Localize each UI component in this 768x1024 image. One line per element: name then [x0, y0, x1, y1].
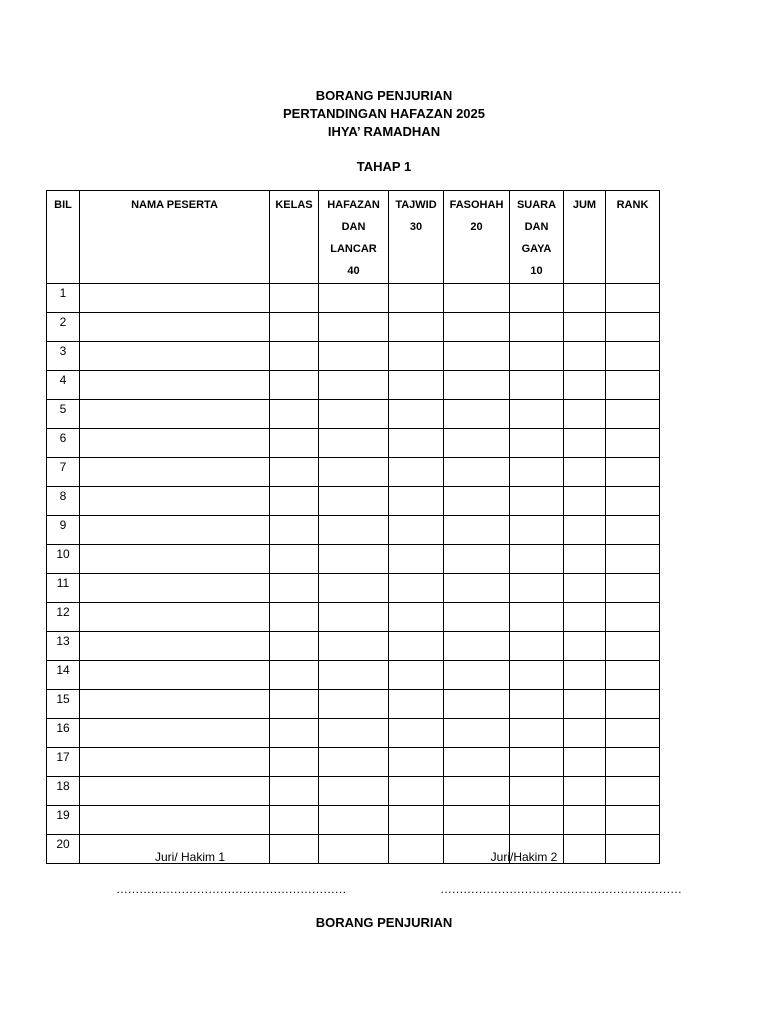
- score-cell[interactable]: [80, 690, 270, 719]
- score-cell[interactable]: [564, 719, 606, 748]
- score-cell[interactable]: [564, 400, 606, 429]
- score-cell[interactable]: [606, 632, 660, 661]
- score-cell[interactable]: [510, 371, 564, 400]
- score-cell[interactable]: [606, 545, 660, 574]
- score-cell[interactable]: [564, 313, 606, 342]
- column-header-line: DAN: [341, 221, 366, 233]
- score-cell[interactable]: [80, 632, 270, 661]
- score-cell[interactable]: [606, 458, 660, 487]
- score-cell[interactable]: [444, 632, 510, 661]
- score-cell[interactable]: [80, 777, 270, 806]
- score-cell[interactable]: [80, 574, 270, 603]
- column-header-line: HAFAZAN: [327, 199, 380, 211]
- column-header-line: BIL: [54, 199, 72, 211]
- score-cell[interactable]: [80, 516, 270, 545]
- stage-title: TAHAP 1: [356, 159, 412, 174]
- score-cell[interactable]: [564, 574, 606, 603]
- form-title: BORANG PENJURIAN: [315, 88, 453, 103]
- score-cell[interactable]: [319, 690, 389, 719]
- judge-2-signature-line: ………………………………………………………: [440, 882, 682, 896]
- row-number: 9: [47, 516, 80, 545]
- score-cell[interactable]: [389, 545, 444, 574]
- column-header-line: 10: [530, 265, 543, 277]
- column-header: [80, 191, 270, 284]
- score-cell[interactable]: [319, 777, 389, 806]
- column-header-line: TAJWID: [395, 199, 437, 211]
- column-header: [444, 191, 510, 284]
- score-cell[interactable]: [510, 400, 564, 429]
- score-cell[interactable]: [270, 806, 319, 835]
- score-cell[interactable]: [389, 371, 444, 400]
- row-number: 14: [47, 661, 80, 690]
- score-cell[interactable]: [270, 545, 319, 574]
- score-cell[interactable]: [606, 400, 660, 429]
- row-number: 20: [47, 835, 80, 864]
- score-cell[interactable]: [270, 400, 319, 429]
- score-cell[interactable]: [319, 632, 389, 661]
- score-cell[interactable]: [444, 719, 510, 748]
- scoring-table: [46, 190, 660, 864]
- score-cell[interactable]: [319, 313, 389, 342]
- score-cell[interactable]: [444, 313, 510, 342]
- score-cell[interactable]: [270, 516, 319, 545]
- table-row: [47, 661, 660, 690]
- score-cell[interactable]: [389, 400, 444, 429]
- score-cell[interactable]: [80, 719, 270, 748]
- score-cell[interactable]: [510, 632, 564, 661]
- score-cell[interactable]: [510, 342, 564, 371]
- table-row: [47, 690, 660, 719]
- score-cell[interactable]: [389, 719, 444, 748]
- score-cell[interactable]: [606, 313, 660, 342]
- score-cell[interactable]: [510, 313, 564, 342]
- table-row: [47, 516, 660, 545]
- table-row: [47, 371, 660, 400]
- table-row: [47, 487, 660, 516]
- row-number: 18: [47, 777, 80, 806]
- column-header-line: 40: [347, 265, 360, 277]
- score-cell[interactable]: [80, 806, 270, 835]
- score-cell[interactable]: [444, 429, 510, 458]
- row-number: 4: [47, 371, 80, 400]
- event-title: IHYA’ RAMADHAN: [327, 124, 441, 139]
- footer-title: BORANG PENJURIAN: [315, 915, 453, 930]
- score-cell[interactable]: [564, 603, 606, 632]
- table-row: [47, 632, 660, 661]
- score-cell[interactable]: [444, 661, 510, 690]
- column-header: [389, 191, 444, 284]
- judge-2-label: Juri/Hakim 2: [490, 850, 558, 864]
- score-cell[interactable]: [510, 777, 564, 806]
- row-number: 5: [47, 400, 80, 429]
- score-cell[interactable]: [444, 748, 510, 777]
- score-cell[interactable]: [606, 574, 660, 603]
- score-cell[interactable]: [270, 429, 319, 458]
- column-header: [510, 191, 564, 284]
- score-cell[interactable]: [389, 458, 444, 487]
- score-cell[interactable]: [606, 806, 660, 835]
- score-cell[interactable]: [270, 603, 319, 632]
- score-cell[interactable]: [319, 835, 389, 864]
- score-cell[interactable]: [606, 371, 660, 400]
- score-cell[interactable]: [444, 777, 510, 806]
- score-cell[interactable]: [606, 516, 660, 545]
- row-number: 2: [47, 313, 80, 342]
- competition-title: PERTANDINGAN HAFAZAN 2025: [282, 106, 485, 121]
- score-cell[interactable]: [80, 371, 270, 400]
- score-cell[interactable]: [564, 632, 606, 661]
- score-cell[interactable]: [510, 748, 564, 777]
- column-header-line: SUARA: [516, 199, 557, 211]
- score-cell[interactable]: [270, 284, 319, 313]
- score-cell[interactable]: [444, 284, 510, 313]
- row-number: 10: [47, 545, 80, 574]
- score-cell[interactable]: [444, 371, 510, 400]
- score-cell[interactable]: [389, 487, 444, 516]
- score-cell[interactable]: [510, 806, 564, 835]
- row-number: 12: [47, 603, 80, 632]
- table-row: [47, 284, 660, 313]
- column-header-line: NAMA PESERTA: [131, 199, 218, 211]
- column-header: [47, 191, 80, 284]
- table-row: [47, 574, 660, 603]
- score-cell[interactable]: [564, 690, 606, 719]
- column-header-line: RANK: [616, 199, 649, 211]
- score-cell[interactable]: [270, 487, 319, 516]
- score-cell[interactable]: [319, 545, 389, 574]
- score-cell[interactable]: [319, 516, 389, 545]
- score-cell[interactable]: [564, 284, 606, 313]
- score-cell[interactable]: [319, 342, 389, 371]
- score-cell[interactable]: [80, 429, 270, 458]
- score-cell[interactable]: [510, 284, 564, 313]
- score-cell[interactable]: [270, 748, 319, 777]
- score-cell[interactable]: [80, 458, 270, 487]
- score-cell[interactable]: [510, 487, 564, 516]
- score-cell[interactable]: [444, 806, 510, 835]
- row-number: 11: [47, 574, 80, 603]
- score-cell[interactable]: [564, 371, 606, 400]
- score-cell[interactable]: [564, 342, 606, 371]
- score-cell[interactable]: [606, 487, 660, 516]
- score-cell[interactable]: [319, 371, 389, 400]
- table-row: [47, 400, 660, 429]
- column-header-line: KELAS: [275, 199, 313, 211]
- table-header-row: [47, 191, 660, 284]
- score-cell[interactable]: [510, 661, 564, 690]
- score-cell[interactable]: [270, 777, 319, 806]
- score-cell[interactable]: [606, 342, 660, 371]
- table-row: [47, 545, 660, 574]
- column-header-line: DAN: [524, 221, 549, 233]
- score-cell[interactable]: [389, 313, 444, 342]
- judge-1-label: Juri/ Hakim 1: [154, 850, 225, 864]
- score-cell[interactable]: [444, 690, 510, 719]
- table-row: [47, 777, 660, 806]
- column-header: [319, 191, 389, 284]
- score-cell[interactable]: [444, 516, 510, 545]
- row-number: 17: [47, 748, 80, 777]
- score-cell[interactable]: [319, 603, 389, 632]
- table-row: [47, 429, 660, 458]
- score-cell[interactable]: [319, 429, 389, 458]
- table-row: [47, 806, 660, 835]
- score-cell[interactable]: [444, 545, 510, 574]
- score-cell[interactable]: [80, 748, 270, 777]
- score-cell[interactable]: [80, 487, 270, 516]
- score-cell[interactable]: [80, 661, 270, 690]
- score-cell[interactable]: [444, 342, 510, 371]
- score-cell[interactable]: [389, 690, 444, 719]
- score-cell[interactable]: [510, 574, 564, 603]
- row-number: 16: [47, 719, 80, 748]
- score-cell[interactable]: [444, 458, 510, 487]
- score-cell[interactable]: [389, 284, 444, 313]
- score-cell[interactable]: [510, 719, 564, 748]
- score-cell[interactable]: [80, 545, 270, 574]
- score-cell[interactable]: [606, 429, 660, 458]
- score-cell[interactable]: [270, 371, 319, 400]
- score-cell[interactable]: [270, 342, 319, 371]
- score-cell[interactable]: [389, 632, 444, 661]
- score-cell[interactable]: [389, 342, 444, 371]
- score-cell[interactable]: [319, 719, 389, 748]
- score-cell[interactable]: [510, 545, 564, 574]
- score-cell[interactable]: [270, 690, 319, 719]
- row-number: 3: [47, 342, 80, 371]
- score-cell[interactable]: [389, 516, 444, 545]
- score-cell[interactable]: [564, 458, 606, 487]
- score-cell[interactable]: [319, 458, 389, 487]
- column-header-line: GAYA: [521, 243, 552, 255]
- column-header: [270, 191, 319, 284]
- row-number: 8: [47, 487, 80, 516]
- score-cell[interactable]: [606, 777, 660, 806]
- score-cell[interactable]: [319, 284, 389, 313]
- score-cell[interactable]: [389, 661, 444, 690]
- column-header-line: LANCAR: [330, 243, 377, 255]
- score-cell[interactable]: [270, 574, 319, 603]
- score-cell[interactable]: [270, 458, 319, 487]
- column-header-line: JUM: [572, 199, 597, 211]
- score-cell[interactable]: [564, 777, 606, 806]
- score-cell[interactable]: [606, 690, 660, 719]
- score-cell[interactable]: [80, 342, 270, 371]
- row-number: 15: [47, 690, 80, 719]
- column-header-line: 20: [470, 221, 483, 233]
- score-cell[interactable]: [606, 719, 660, 748]
- score-cell[interactable]: [319, 748, 389, 777]
- row-number: 19: [47, 806, 80, 835]
- score-cell[interactable]: [270, 313, 319, 342]
- score-cell[interactable]: [606, 284, 660, 313]
- score-cell[interactable]: [510, 429, 564, 458]
- score-cell[interactable]: [564, 516, 606, 545]
- score-cell[interactable]: [389, 777, 444, 806]
- score-cell[interactable]: [319, 661, 389, 690]
- score-cell[interactable]: [444, 574, 510, 603]
- table-row: [47, 719, 660, 748]
- column-header-line: 30: [409, 221, 423, 233]
- score-cell[interactable]: [444, 400, 510, 429]
- score-cell[interactable]: [389, 748, 444, 777]
- score-cell[interactable]: [80, 313, 270, 342]
- score-cell[interactable]: [606, 748, 660, 777]
- score-cell[interactable]: [319, 400, 389, 429]
- table-row: [47, 603, 660, 632]
- score-cell[interactable]: [319, 487, 389, 516]
- score-cell[interactable]: [564, 487, 606, 516]
- column-header-line: FASOHAH: [449, 199, 504, 211]
- row-number: 13: [47, 632, 80, 661]
- column-header: [606, 191, 660, 284]
- score-cell[interactable]: [606, 603, 660, 632]
- score-cell[interactable]: [389, 603, 444, 632]
- score-cell[interactable]: [564, 748, 606, 777]
- score-cell[interactable]: [444, 487, 510, 516]
- score-cell[interactable]: [564, 545, 606, 574]
- score-cell[interactable]: [510, 603, 564, 632]
- judge-1-signature-line: ……………………………………………………: [116, 882, 346, 896]
- score-cell[interactable]: [510, 690, 564, 719]
- score-cell[interactable]: [510, 516, 564, 545]
- score-cell[interactable]: [270, 661, 319, 690]
- score-cell[interactable]: [319, 806, 389, 835]
- score-cell[interactable]: [270, 632, 319, 661]
- score-cell[interactable]: [389, 574, 444, 603]
- score-cell[interactable]: [564, 661, 606, 690]
- score-cell[interactable]: [389, 806, 444, 835]
- column-header: [564, 191, 606, 284]
- score-cell[interactable]: [444, 603, 510, 632]
- score-cell[interactable]: [319, 574, 389, 603]
- table-row: [47, 313, 660, 342]
- score-cell[interactable]: [270, 719, 319, 748]
- row-number: 6: [47, 429, 80, 458]
- table-row: [47, 458, 660, 487]
- score-cell[interactable]: [80, 603, 270, 632]
- table-row: [47, 342, 660, 371]
- table-body: [47, 284, 660, 864]
- score-cell[interactable]: [510, 458, 564, 487]
- score-cell[interactable]: [606, 661, 660, 690]
- table-row: [47, 748, 660, 777]
- score-cell[interactable]: [389, 429, 444, 458]
- row-number: 1: [47, 284, 80, 313]
- score-cell[interactable]: [564, 429, 606, 458]
- score-cell[interactable]: [80, 400, 270, 429]
- score-cell[interactable]: [80, 284, 270, 313]
- row-number: 7: [47, 458, 80, 487]
- score-cell[interactable]: [564, 806, 606, 835]
